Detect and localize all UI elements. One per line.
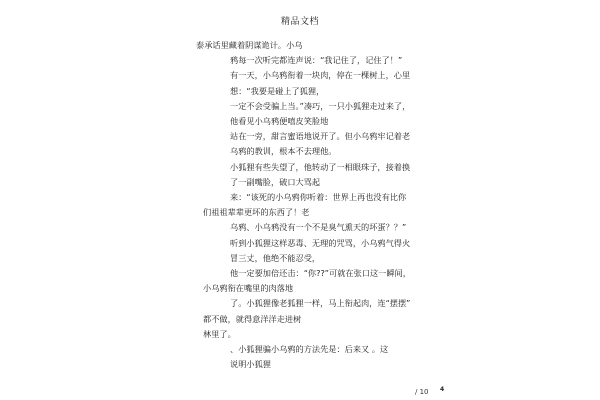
text-line: 都不做，就得意洋洋走进树 <box>203 313 302 324</box>
text-line: 一定不会受骗上当。”凑巧，一只小狐狸走过来了， <box>230 100 411 111</box>
text-line: 小乌鸦衔在嘴里的肉落地 <box>203 283 294 294</box>
page-number-marker: 4 <box>440 386 445 393</box>
text-line: 说明小狐狸 <box>230 359 271 370</box>
text-line: 站在一旁，甜言蜜语地说开了。但小乌鸦牢记着老 <box>230 131 411 142</box>
text-line: 、小狐狸骗小乌鸦的方法先是：后来又 。这 <box>230 344 389 354</box>
text-line: 来：“该死的小乌鸦你听着：世界上再也没有比你 <box>230 192 407 202</box>
text-line: 泰承话里藏着阴谋诡计。小乌 <box>196 40 303 50</box>
text-line: 听到小狐狸这样恶毒、无理的咒骂，小乌鸦气得火 <box>230 237 411 248</box>
text-line: 乌鸦、小乌鸦没有一个不是臭气熏天的坏蛋？？” <box>230 222 407 233</box>
text-line: 他一定要加倍还击：“你??”可就在张口这一瞬间， <box>230 268 411 278</box>
text-line: 有一天，小乌鸦衔着一块肉，停在一棵树上，心里 <box>230 70 411 81</box>
text-line: 们祖祖辈辈更坏的东西了！老 <box>203 207 310 218</box>
text-line: 想：“我要是碰上了狐狸， <box>230 85 325 96</box>
text-line: 林里了。 <box>203 328 236 339</box>
text-line: 乌鸦的教训，根本不去理他。 <box>230 146 337 157</box>
text-line: 了一副嘴脸，破口大骂起 <box>230 176 321 187</box>
text-line: 了。小狐狸像老狐狸一样，马上衔起肉，连“摆摆” <box>230 298 411 309</box>
text-line: 冒三丈，他绝不能忍受， <box>230 252 321 263</box>
page-header: 精品文档 <box>280 17 319 27</box>
text-line: 鸦每一次听完都连声说：“我记住了，记住了！” <box>230 55 403 66</box>
text-line: 小狐狸有些失望了，他转动了一相眼珠子，接着换 <box>230 161 411 172</box>
text-line: 他看见小乌鸦便嘻皮笑脸地 <box>230 116 329 126</box>
page-number: / 10 <box>415 388 429 396</box>
